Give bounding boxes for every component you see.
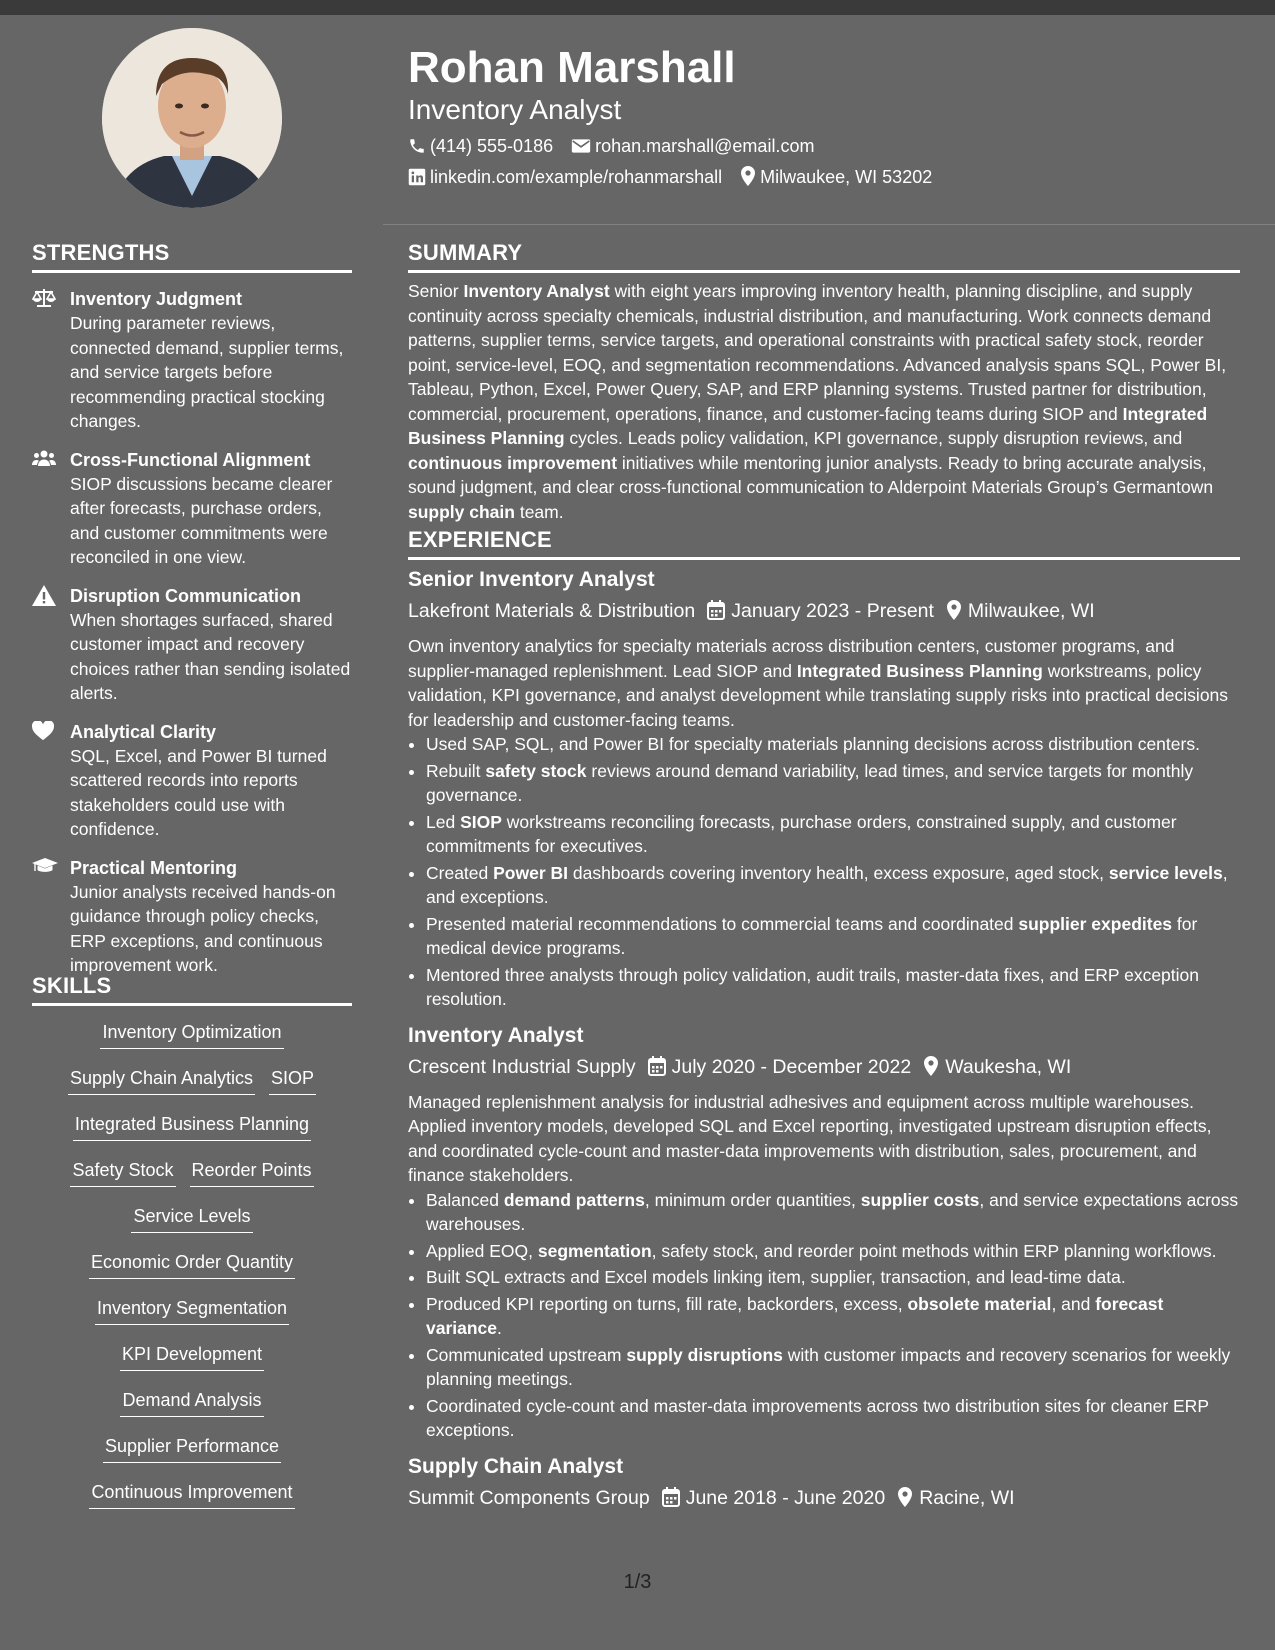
emphasis: supply disruptions bbox=[626, 1344, 783, 1365]
skill-tag: Reorder Points bbox=[190, 1158, 314, 1187]
emphasis: supplier costs bbox=[860, 1189, 980, 1210]
contact-row-1 bbox=[408, 134, 814, 161]
job-description: Own inventory analytics for specialty materials across distribution centers, customer programs, and supplier-managed replenishment. Lead SIOP and Integrated Business Planning workstreams, policy validation, KPI governance, and analyst development while translating supply risks into practical decisions for leadership and customer-facing teams. bbox=[408, 636, 1229, 730]
emphasis: Integrated Business Planning bbox=[796, 660, 1043, 681]
list-item: • Coordinated cycle-count and master-data improvements across two distribution sites for cleaner ERP exceptions. bbox=[426, 1394, 1240, 1443]
strength-description: Junior analysts received hands-on guidance through policy checks, ERP exceptions, and continuous improvement work. bbox=[70, 881, 336, 975]
list-item: • Mentored three analysts through policy validation, audit trails, master-data fixes, and ERP exception resolution. bbox=[426, 963, 1240, 1012]
email-address[interactable]: rohan.marshall@email.com bbox=[595, 136, 815, 156]
skill-tag: Service Levels bbox=[131, 1204, 252, 1233]
job-entry bbox=[408, 1022, 1240, 1443]
scale-icon bbox=[32, 288, 56, 310]
company-name: Lakefront Materials & Distribution bbox=[408, 600, 696, 622]
company-name: Crescent Industrial Supply bbox=[408, 1055, 636, 1078]
skill-tag: Supply Chain Analytics bbox=[68, 1066, 255, 1095]
job-meta bbox=[408, 1053, 1240, 1084]
emphasis: supply chain bbox=[408, 501, 515, 522]
skill-tag: Demand Analysis bbox=[120, 1388, 263, 1417]
location-pin-icon bbox=[923, 1056, 939, 1084]
header-divider bbox=[383, 224, 1275, 225]
linkedin-icon bbox=[408, 168, 426, 192]
skill-row bbox=[32, 1388, 352, 1417]
list-item: • Communicated upstream supply disruptions with customer impacts and recovery scenarios for weekly planning meetings. bbox=[426, 1343, 1240, 1392]
skills-section bbox=[32, 973, 352, 1526]
skill-tag: Supplier Performance bbox=[103, 1434, 281, 1463]
emphasis: Power BI bbox=[493, 862, 569, 883]
skill-tag: Inventory Optimization bbox=[100, 1020, 283, 1049]
profile-photo bbox=[102, 28, 282, 208]
emphasis: continuous improvement bbox=[408, 452, 618, 473]
contact-row-2 bbox=[408, 165, 932, 192]
list-item: • Built SQL extracts and Excel models linking item, supplier, transaction, and lead-time data. bbox=[426, 1265, 1240, 1290]
email-icon bbox=[571, 137, 591, 161]
strength-item bbox=[32, 287, 352, 434]
heart-icon bbox=[32, 721, 56, 743]
location-pin-icon bbox=[740, 166, 756, 192]
location-pin-icon bbox=[897, 1487, 913, 1515]
company-name: Summit Components Group bbox=[408, 1486, 650, 1509]
job-description: Managed replenishment analysis for industrial adhesives and equipment across multiple warehouses. Applied inventory models, developed SQL and Excel reporting, investigated upstream disruption effects, and coordinated cycle-count and master-data improvements with distribution, sales, procurement, and finance stakeholders. bbox=[408, 1091, 1212, 1185]
warning-icon bbox=[32, 585, 56, 607]
emphasis: SIOP bbox=[460, 811, 502, 832]
location-pin-icon bbox=[946, 600, 962, 628]
list-item: • Applied EOQ, segmentation, safety stock, and reorder point methods within ERP planning workflows. bbox=[426, 1239, 1240, 1264]
skill-row bbox=[32, 1480, 352, 1509]
emphasis: supplier expedites bbox=[1018, 913, 1173, 934]
job-dates: July 2020 - December 2022 bbox=[671, 1055, 912, 1078]
emphasis: service levels bbox=[1108, 862, 1223, 883]
calendar-icon bbox=[662, 1487, 680, 1515]
skill-tag: Economic Order Quantity bbox=[89, 1250, 295, 1279]
list-item: • Used SAP, SQL, and Power BI for specialty materials planning decisions across distribution centers. bbox=[426, 732, 1240, 757]
list-item: • Led SIOP workstreams reconciling forecasts, purchase orders, constrained supply, and customer commitments for executives. bbox=[426, 810, 1240, 859]
emphasis: Inventory Analyst bbox=[463, 281, 610, 301]
job-title: Supply Chain Analyst bbox=[408, 1454, 624, 1478]
candidate-title: Inventory Analyst bbox=[408, 94, 622, 125]
skill-row bbox=[32, 1158, 352, 1187]
skill-row bbox=[32, 1250, 352, 1279]
page-number: 1/3 bbox=[623, 1571, 652, 1593]
graduation-cap-icon bbox=[32, 857, 56, 879]
job-meta bbox=[408, 597, 1240, 628]
emphasis: Integrated Business Planning bbox=[408, 403, 1208, 448]
strengths-heading: STRENGTHS bbox=[32, 240, 352, 273]
emphasis: obsolete material bbox=[907, 1293, 1052, 1314]
users-icon bbox=[32, 449, 56, 471]
strength-title: Disruption Communication bbox=[70, 585, 301, 606]
candidate-name: Rohan Marshall bbox=[408, 43, 736, 92]
job-dates: January 2023 - Present bbox=[731, 600, 934, 622]
experience-section bbox=[408, 527, 1240, 1521]
skill-tag: KPI Development bbox=[120, 1342, 264, 1371]
calendar-icon bbox=[707, 600, 725, 628]
top-bar bbox=[0, 0, 1275, 15]
skill-row bbox=[32, 1066, 352, 1095]
summary-heading: SUMMARY bbox=[408, 240, 1240, 273]
strength-description: During parameter reviews, connected demand, supplier terms, and service targets before recommending practical stocking changes. bbox=[70, 313, 344, 431]
skill-row bbox=[32, 1020, 352, 1049]
strength-item bbox=[32, 720, 352, 842]
skill-tag: Continuous Improvement bbox=[89, 1480, 294, 1509]
list-item: • Rebuilt safety stock reviews around demand variability, lead times, and service targets for monthly governance. bbox=[426, 759, 1240, 808]
job-location: Waukesha, WI bbox=[945, 1055, 1072, 1078]
list-item: • Produced KPI reporting on turns, fill rate, backorders, excess, obsolete material, and forecast variance. bbox=[426, 1292, 1240, 1341]
summary-section bbox=[408, 240, 1240, 524]
skill-row bbox=[32, 1296, 352, 1325]
location: Milwaukee, WI 53202 bbox=[760, 167, 933, 187]
job-entry bbox=[408, 566, 1240, 1012]
strength-title: Practical Mentoring bbox=[70, 857, 238, 878]
strength-description: SIOP discussions became clearer after forecasts, purchase orders, and customer commitments were reconciled in one view. bbox=[70, 473, 333, 567]
emphasis: safety stock bbox=[485, 760, 587, 781]
phone-icon bbox=[408, 137, 426, 161]
job-meta bbox=[408, 1484, 1240, 1515]
skill-tag: Integrated Business Planning bbox=[73, 1112, 311, 1141]
skill-row bbox=[32, 1342, 352, 1371]
skill-row bbox=[32, 1434, 352, 1463]
strength-description: When shortages surfaced, shared customer impact and recovery choices rather than sending isolated alerts. bbox=[70, 609, 351, 703]
job-title: Inventory Analyst bbox=[408, 1023, 584, 1047]
list-item: • Created Power BI dashboards covering inventory health, excess exposure, aged stock, service levels, and exceptions. bbox=[426, 861, 1240, 910]
calendar-icon bbox=[648, 1056, 666, 1084]
skill-row bbox=[32, 1204, 352, 1233]
job-location: Racine, WI bbox=[919, 1486, 1015, 1509]
strength-title: Cross-Functional Alignment bbox=[70, 449, 311, 470]
linkedin-url[interactable]: linkedin.com/example/rohanmarshall bbox=[430, 167, 723, 187]
experience-heading: EXPERIENCE bbox=[408, 527, 1240, 560]
strength-item bbox=[32, 584, 352, 706]
skill-tag: SIOP bbox=[269, 1066, 316, 1095]
list-item: • Balanced demand patterns, minimum order quantities, supplier costs, and service expectations across warehouses. bbox=[426, 1188, 1240, 1237]
job-entry bbox=[408, 1453, 1240, 1515]
skills-heading: SKILLS bbox=[32, 973, 352, 1006]
emphasis: demand patterns bbox=[503, 1189, 645, 1210]
skill-tag: Safety Stock bbox=[70, 1158, 175, 1187]
skill-tag: Inventory Segmentation bbox=[95, 1296, 289, 1325]
strength-description: SQL, Excel, and Power BI turned scattered records into reports stakeholders could use with confidence. bbox=[70, 745, 327, 839]
strength-title: Analytical Clarity bbox=[70, 721, 217, 742]
list-item: • Presented material recommendations to commercial teams and coordinated supplier expedites for medical device programs. bbox=[426, 912, 1240, 961]
emphasis: segmentation bbox=[537, 1240, 652, 1261]
summary-text: Senior Inventory Analyst with eight years improving inventory health, planning discipline, and supply continuity across specialty chemicals, industrial distribution, and manufacturing. Work connects demand patterns, supplier terms, service targets, and operational constraints with practical safety stock, reorder point, service-level, EOQ, and segmentation recommendations. Advanced analysis spans SQL, Power BI, Tableau, Python, Excel, Power Query, SAP, and ERP planning systems. Trusted partner for distribution, commercial, procurement, operations, finance, and customer-facing teams during SIOP and Integrated Business Planning cycles. Leads policy validation, KPI governance, supply disruption reviews, and continuous improvement initiatives while mentoring junior analysts. Ready to bring accurate analysis, sound judgment, and clear cross-functional communication to Alderpoint Materials Group’s Germantown supply chain team. bbox=[408, 281, 1227, 522]
job-title: Senior Inventory Analyst bbox=[408, 568, 655, 591]
phone-number[interactable]: (414) 555-0186 bbox=[430, 136, 554, 156]
strength-item bbox=[32, 856, 352, 978]
job-location: Milwaukee, WI bbox=[967, 600, 1095, 622]
strength-item bbox=[32, 448, 352, 570]
job-bullets bbox=[408, 732, 1240, 1012]
skill-row bbox=[32, 1112, 352, 1141]
job-bullets bbox=[408, 1188, 1240, 1443]
strengths-section bbox=[32, 240, 352, 978]
job-dates: June 2018 - June 2020 bbox=[685, 1486, 886, 1509]
strength-title: Inventory Judgment bbox=[70, 289, 243, 309]
emphasis: forecast variance bbox=[426, 1293, 1164, 1338]
